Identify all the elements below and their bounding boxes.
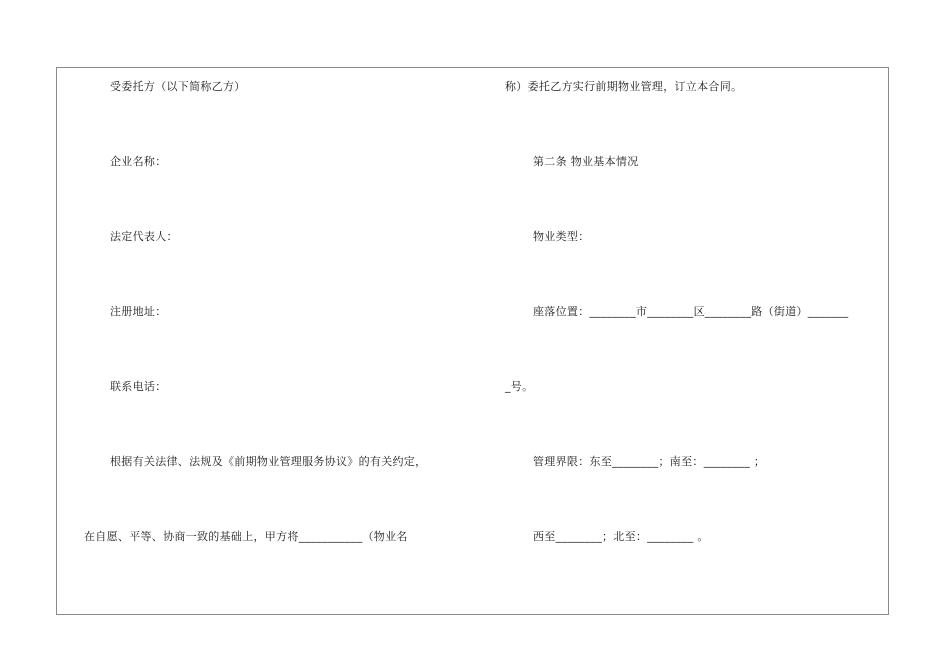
property-type-label: 物业类型： [533,230,590,243]
contact-phone-label: 联系电话： [110,380,167,393]
company-name-label: 企业名称： [110,155,167,168]
registered-address-label: 注册地址： [110,305,167,318]
location-line-continued: _号。 [505,380,534,393]
article-2-title: 第二条 物业基本情况 [533,155,639,168]
legal-representative-label: 法定代表人： [110,230,178,243]
basis-paragraph-line-2: 在自愿、平等、协商一致的基础上，甲方将___________（物业名 [84,530,408,543]
basis-paragraph-line-1: 根据有关法律、法规及《前期物业管理服务协议》的有关约定， [110,455,427,468]
location-line: 座落位置：________市________区________路（街道）_______ [533,305,849,318]
management-boundary-line-1: 管理界限：东至________；南至：________ ； [533,455,766,468]
management-boundary-line-2: 西至________；北至：________ 。 [533,530,709,543]
basis-paragraph-line-3: 称）委托乙方实行前期物业管理，订立本合同。 [505,80,743,93]
party-b-intro: 受委托方（以下简称乙方） [110,80,246,93]
